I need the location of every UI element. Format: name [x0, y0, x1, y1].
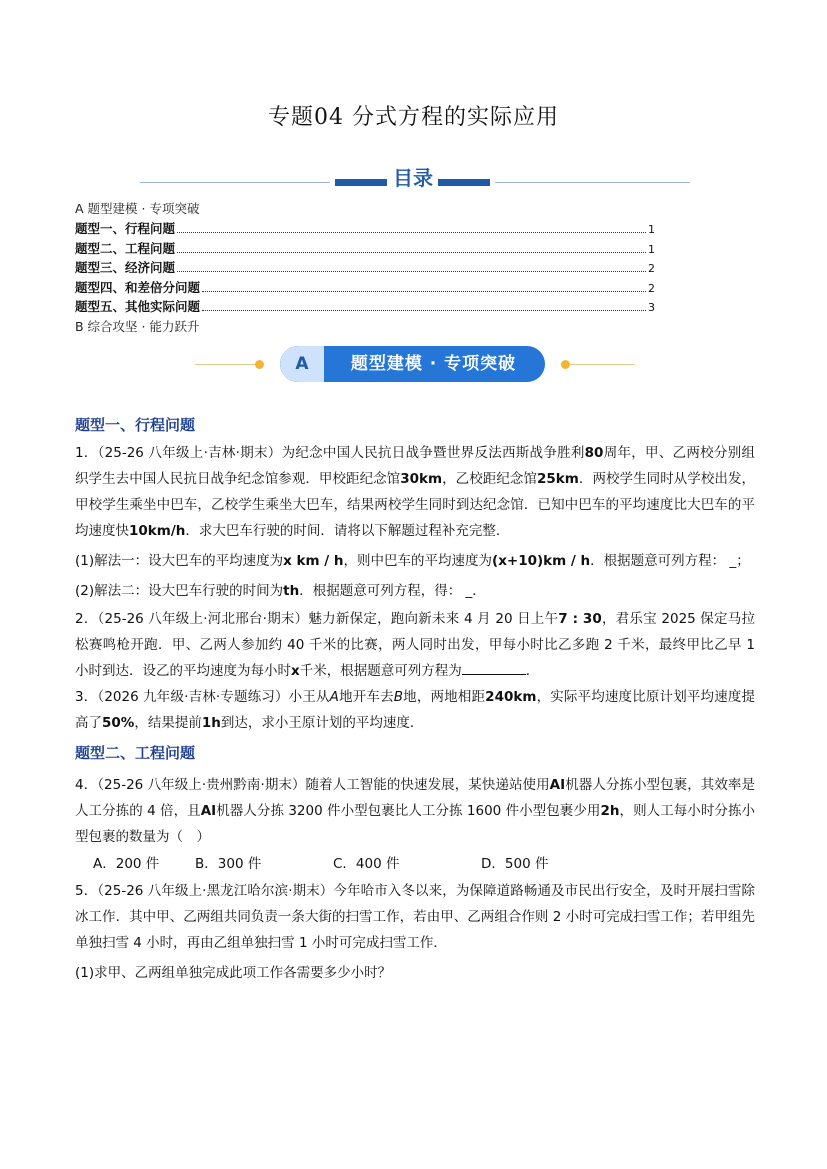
toc-leader-dots	[177, 271, 646, 272]
q1-part1-math: (x+10)km / h	[492, 553, 591, 569]
banner-dot-left	[255, 360, 264, 369]
q4-ai: AI	[549, 777, 566, 793]
q4-ai: AI	[200, 803, 217, 819]
q3-percent: 50%	[102, 715, 135, 731]
section-letter: A	[280, 346, 324, 382]
toc-item-page: 1	[648, 223, 655, 236]
content	[75, 410, 755, 986]
question-1	[75, 440, 755, 544]
q3-text: 地，两地相距	[403, 689, 486, 705]
q1-part2-math: th	[283, 583, 300, 599]
q4-hours: 2h	[600, 803, 620, 819]
toc-item-label: 题型一、行程问题	[75, 221, 176, 236]
toc-item[interactable]	[75, 278, 655, 298]
question-5	[75, 878, 755, 956]
section-a-banner	[195, 344, 635, 386]
q3-point-b: B	[393, 689, 404, 705]
q2-variable: x	[291, 663, 300, 679]
q3-text: ，结果提前	[134, 715, 202, 731]
q2-text: ．	[525, 663, 540, 679]
q1-text: 周年，甲、乙两校分别组织学生去中国人民抗日战争纪念馆参观．甲校距纪念馆	[75, 445, 755, 487]
q1-part1-text: ．根据题意可列方程： _；	[590, 553, 750, 569]
question-2	[75, 606, 755, 684]
q3-point-a: A	[329, 689, 339, 705]
q1-value: 10km/h	[129, 523, 186, 539]
toc-item-label: 题型四、和差倍分问题	[75, 279, 201, 295]
q2-text: 2．（25-26 八年级上·河北邢台·期末）魅力新保定，跑向新未来 4 月 20 日上午	[75, 611, 559, 627]
q1-part1-text: ，则中巴车的平均速度为	[343, 553, 493, 569]
q1-value: 25km	[537, 471, 579, 487]
question-3	[75, 684, 755, 736]
q4-text: 机器人分拣 3200 件小型包裹比人工分拣 1600 件小型包裹少用	[216, 803, 601, 819]
q5-text: 5．（25-26 八年级上·黑龙江哈尔滨·期末）今年哈市入冬以来，为保障道路畅通及市民出行安全，及时开展扫雪除冰工作．其中甲、乙两组共同负责一条大街的扫雪工作，若由甲、乙两组合作则 2 小时可完成扫雪工作；若甲组先单独扫雪 4 小时，再由乙组单独扫雪 1 小时可完成扫雪工作．	[75, 883, 755, 951]
toc-item-label: 题型三、经济问题	[75, 260, 176, 275]
q4-text: 机器人分拣小型包裹，其效率是人工分拣的 4 倍，且	[75, 777, 755, 819]
q4-text: 4．（25-26 八年级上·贵州黔南·期末）随着人工智能的快速发展，某快递站使用	[75, 777, 550, 793]
toc-item[interactable]	[75, 239, 655, 259]
question-4-options	[75, 850, 755, 878]
q3-text: 到达，求小王原计划的平均速度．	[220, 715, 424, 731]
q1-text: ．两校学生同时从学校出发，甲校学生乘坐中巴车，乙校学生乘坐大巴车，结果两校学生同时到达纪念馆．已知中巴车的平均速度比大巴车的平均速度快	[75, 471, 756, 539]
q4-text: ，则人工每小时分拣小型包裹的数量为（ ）	[75, 803, 756, 845]
toc-item-page: 2	[648, 262, 655, 275]
q1-text: 1．（25-26 八年级上·吉林·期末）为纪念中国人民抗日战争暨世界反法西斯战争胜利	[75, 445, 585, 461]
question-1-part-1	[75, 548, 755, 574]
question-1-part-2	[75, 578, 755, 604]
q1-value: 80	[584, 445, 604, 461]
q1-text: ．求大巴车行驶的时间．请将以下解题过程补充完整．	[185, 523, 510, 539]
banner-line-right	[569, 364, 635, 365]
page-title: 专题04 分式方程的实际应用	[268, 105, 559, 130]
q2-text: 千米，根据题意可列方程为	[299, 663, 462, 679]
toc-banner	[140, 160, 690, 200]
q1-part2-text: (2)解法二：设大巴车行驶的时间为	[75, 583, 284, 599]
heading-work-problems: 题型二、工程问题	[75, 744, 196, 762]
banner-line-left	[195, 364, 257, 365]
q3-text: 3．（2026 九年级·吉林·专题练习）小王从	[75, 689, 330, 705]
q1-value: 30km	[400, 471, 443, 487]
toc-leader-dots	[177, 252, 646, 253]
question-4	[75, 772, 755, 850]
q2-time: 7 : 30	[558, 611, 602, 627]
answer-blank[interactable]	[462, 660, 526, 675]
toc-banner-bar-left	[335, 179, 387, 186]
toc-item-label: 题型五、其他实际问题	[75, 299, 201, 314]
section-a-pill	[280, 346, 545, 382]
toc-item[interactable]	[75, 258, 655, 278]
toc-banner-line-right	[495, 182, 690, 183]
toc-item-page: 1	[648, 242, 655, 256]
q3-distance: 240km	[485, 689, 537, 705]
toc-banner-bar-right	[438, 179, 490, 186]
section-a-title: 题型建模 · 专项突破	[350, 354, 517, 374]
toc-leader-dots	[177, 232, 646, 233]
q2-text: ，君乐宝 2025 保定马拉松赛鸣枪开跑．甲、乙两人参加约 40 千米的比赛，两人同时出发，甲每小时比乙多跑 2 千米，最终甲比乙早 1 小时到达．设乙的平均速度为每小时	[75, 611, 755, 679]
q1-part1-math: x km / h	[283, 553, 344, 569]
q1-text: ，乙校距纪念馆	[442, 471, 537, 487]
option-a[interactable]: A．200 件	[93, 856, 160, 872]
toc-item-page: 2	[648, 281, 655, 295]
toc-section-a[interactable]: A 题型建模 · 专项突破	[75, 201, 200, 216]
question-5-part-1: (1)求甲、乙两组单独完成此项工作各需要多少小时？	[75, 965, 392, 981]
heading-travel-problems: 题型一、行程问题	[75, 416, 196, 434]
toc-item[interactable]	[75, 297, 655, 317]
toc-banner-line-left	[140, 182, 330, 183]
table-of-contents	[75, 199, 655, 337]
q1-part1-text: (1)解法一：设大巴车的平均速度为	[75, 553, 284, 569]
toc-item-label: 题型二、工程问题	[75, 240, 176, 256]
q1-part2-text: ．根据题意可列方程，得： _．	[299, 583, 486, 599]
option-c[interactable]: C．400 件	[333, 856, 400, 872]
toc-section-b[interactable]: B 综合攻坚 · 能力跃升	[75, 318, 200, 334]
q3-hours: 1h	[201, 715, 221, 731]
option-d[interactable]: D．500 件	[481, 856, 549, 872]
toc-item-page: 3	[648, 301, 655, 314]
toc-item[interactable]	[75, 219, 655, 239]
option-b[interactable]: B．300 件	[195, 856, 262, 872]
q3-text: ，实际平均速度比原计划平均速度提高了	[75, 689, 756, 731]
toc-banner-text: 目录	[393, 166, 433, 190]
toc-leader-dots	[202, 291, 646, 292]
toc-leader-dots	[202, 310, 646, 311]
q3-text: 地开车去	[338, 689, 394, 705]
